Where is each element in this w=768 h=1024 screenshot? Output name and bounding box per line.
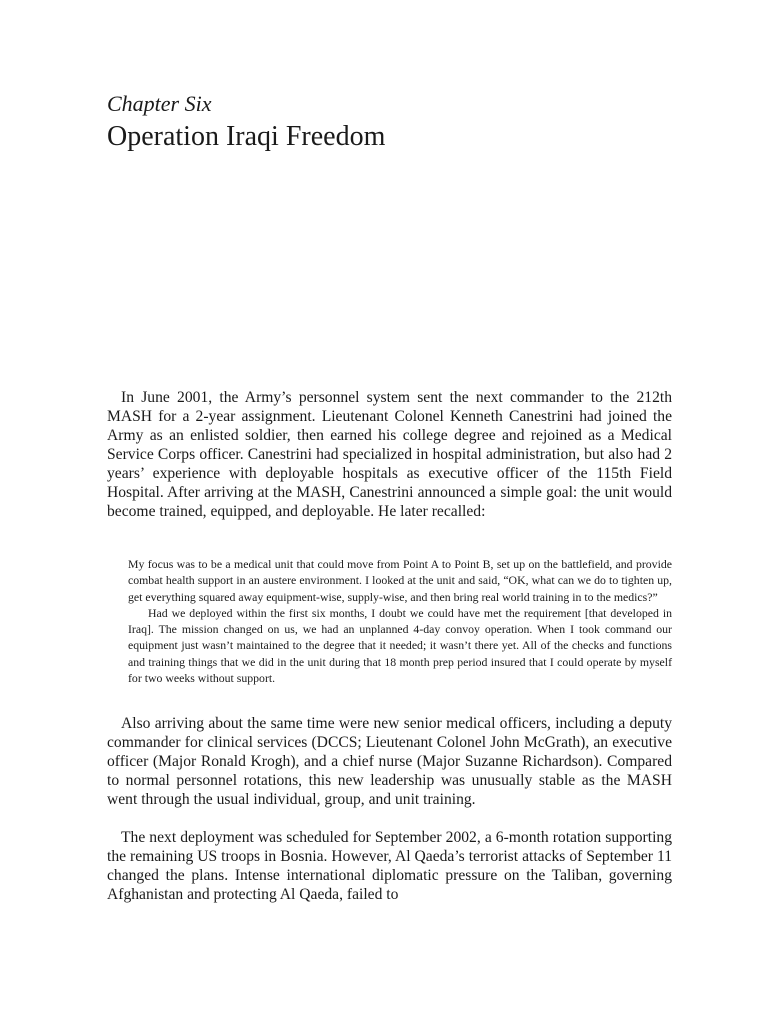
quote-paragraph-2: Had we deployed within the first six months, I doubt we could have met the requirement [that developed in Iraq]. The mission changed on us, we had an unplanned 4-day convoy operation. When I took command our equipment just wasn’t maintained to the degree that it needed; it wasn’t there yet. All of the checks and functions and training things that we did in the unit during that 18 month prep period insured that I could operate by myself for two weeks without support. xyxy=(128,605,672,686)
body-paragraph-intro: In June 2001, the Army’s personnel system sent the next commander to the 212th MASH for a 2-year assignment. Lieutenant Colonel Kenneth Canestrini had joined the Army as an enlisted soldier, then earned his college degree and rejoined as a Medical Service Corps officer. Canestrini had specialized in hospital administration, but also had 2 years’ experience with deployable hospitals as executive officer of the 115th Field Hospital. After arriving at the MASH, Canestrini announced a simple goal: the unit would become trained, equipped, and deployable. He later recalled: xyxy=(107,389,672,520)
chapter-label: Chapter Six xyxy=(107,91,212,116)
body-paragraph-deployment: The next deployment was scheduled for September 2002, a 6-month rotation supporting the remaining US troops in Bosnia. However, Al Qaeda’s terrorist attacks of September 11 changed the plans. Intense international diplomatic pressure on the Taliban, governing Afghanistan and protecting Al Qaeda, failed to xyxy=(107,829,672,903)
body-paragraph-staff: Also arriving about the same time were new senior medical officers, including a deputy commander for clinical services (DCCS; Lieutenant Colonel John McGrath), an executive officer (Major Ronald Krogh), and a chief nurse (Major Suzanne Richardson). Compared to normal personnel rotations, this new leadership was unusually stable as the MASH went through the usual individual, group, and unit training. xyxy=(107,715,672,808)
chapter-title: Operation Iraqi Freedom xyxy=(107,121,386,152)
block-quote xyxy=(128,556,672,686)
quote-paragraph-1: My focus was to be a medical unit that could move from Point A to Point B, set up on the battlefield, and provide combat health support in an austere environment. I looked at the unit and said, “OK, what can we do to tighten up, get everything squared away equipment-wise, supply-wise, and then bring real world training in to the medics?” xyxy=(128,557,672,604)
